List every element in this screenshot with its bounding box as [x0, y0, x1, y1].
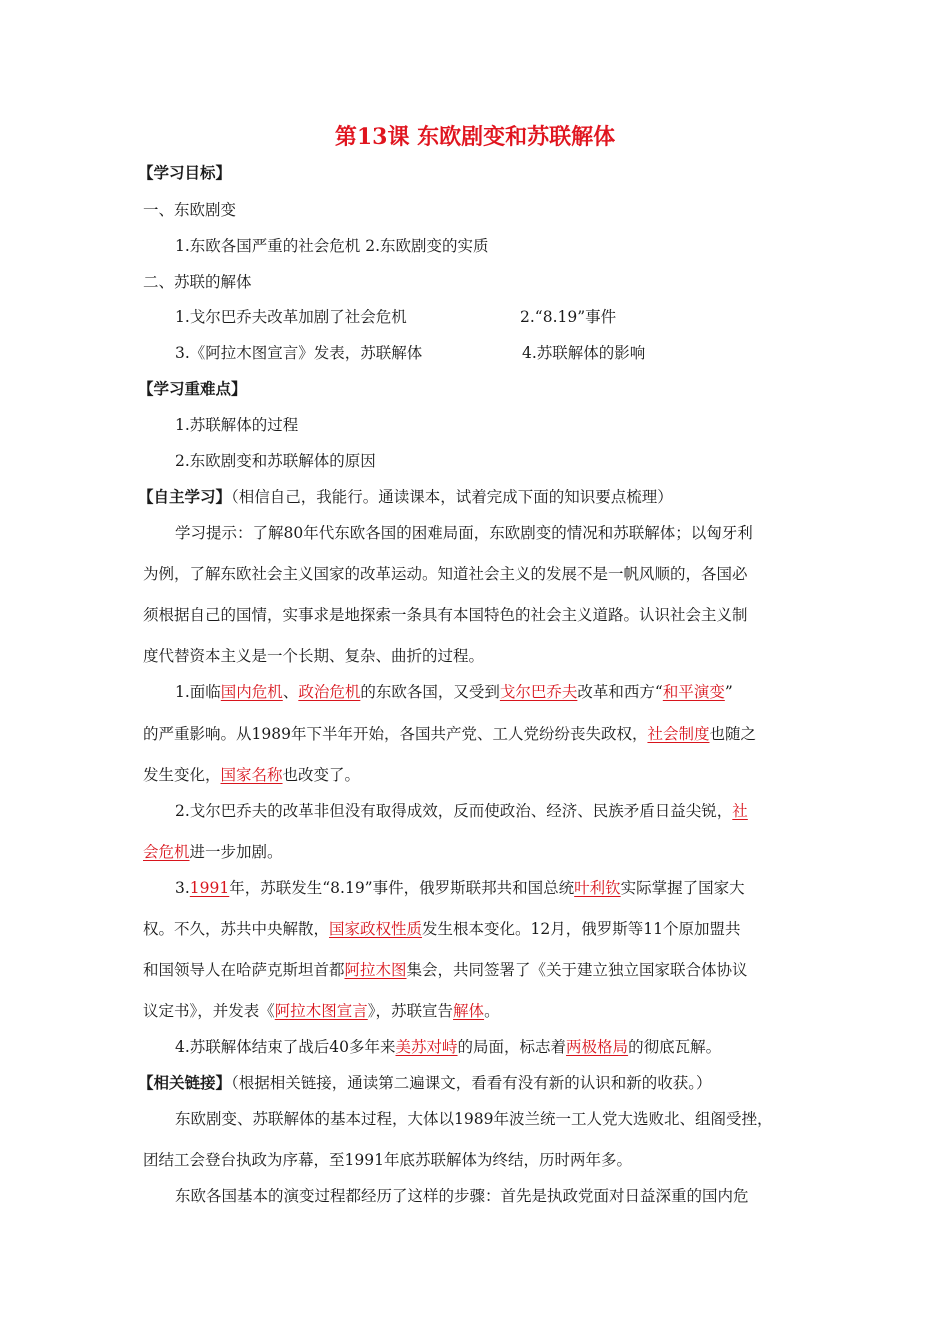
answer-blank: 两极格局 [566, 1038, 629, 1056]
tip-line-3: 须根据自己的国情，实事求是地探索一条具有本国特色的社会主义道路。认识社会主义制 [143, 606, 748, 624]
text: 的彻底瓦解。 [628, 1038, 722, 1056]
point2-line-1 [175, 801, 748, 821]
goals-item-1: 1.戈尔巴乔夫改革加剧了社会危机 [175, 308, 407, 326]
text: 发生变化， [143, 766, 221, 784]
text: 权。不久，苏共中央解散， [143, 920, 330, 938]
answer-blank: 国家名称 [220, 766, 283, 784]
links-para1-line-1: 东欧剧变、苏联解体的基本过程，大体以1989年波兰统一工人党大选败北、组阁受挫， [175, 1110, 773, 1128]
point3-line-4 [143, 1001, 500, 1021]
answer-blank: 和平演变 [662, 683, 725, 701]
goals-heading: 【学习目标】 [138, 163, 232, 182]
answer-blank: 叶利钦 [574, 879, 621, 897]
point3-line-2 [143, 919, 740, 939]
text: 议定书》，并发表《 [143, 1002, 275, 1020]
text: 实际掌握了国家大 [620, 879, 745, 897]
lesson-title: 第13课 东欧剧变和苏联解体 [334, 124, 616, 150]
self-study-note: （相信自己，我能行。通读课本，试着完成下面的知识要点梳理） [231, 488, 673, 506]
point1-line-2 [143, 724, 756, 744]
answer-blank: 社 [732, 802, 748, 820]
links-header [138, 1073, 712, 1093]
self-study-header [138, 487, 673, 507]
tip-line-4: 度代替资本主义是一个长期、复杂、曲折的过程。 [143, 647, 485, 665]
answer-blank: 戈尔巴乔夫 [499, 683, 578, 701]
tip-line-1: 学习提示：了解80年代东欧各国的困难局面，东欧剧变的情况和苏联解体；以匈牙利 [175, 524, 753, 542]
answer-blank: 政治危机 [298, 683, 361, 701]
text: 和国领导人在哈萨克斯坦首都 [143, 961, 345, 979]
text: 进一步加剧。 [189, 843, 283, 861]
self-study-heading: 【自主学习】 [138, 487, 232, 506]
answer-blank: 国内危机 [220, 683, 283, 701]
answer-blank: 1991 [189, 879, 230, 897]
text: 2.戈尔巴乔夫的改革非但没有取得成效，反而使政治、经济、民族矛盾日益尖锐， [175, 802, 733, 820]
text: 》，苏联宣告 [367, 1002, 454, 1020]
goals-section-1: 一、东欧剧变 [143, 201, 237, 219]
goals-item-3: 3.《阿拉木图宣言》发表，苏联解体 [175, 344, 423, 362]
links-heading: 【相关链接】 [138, 1073, 232, 1092]
text: 1.面临 [175, 683, 221, 701]
point3-line-1 [175, 878, 745, 898]
text: 改革和西方“ [577, 683, 663, 701]
tip-line-2: 为例，了解东欧社会主义国家的改革运动。知道社会主义的发展不是一帆风顺的，各国必 [143, 565, 748, 583]
answer-blank: 阿拉木图宣言 [274, 1002, 368, 1020]
text: 集会，共同签署了《关于建立独立国家联合体协议 [406, 961, 748, 979]
goals-item-4: 4.苏联解体的影响 [522, 344, 646, 362]
answer-blank: 美苏对峙 [395, 1038, 458, 1056]
answer-blank: 阿拉木图 [344, 961, 407, 979]
links-note: （根据相关链接，通读第二遍课文，看看有没有新的认识和新的收获。） [231, 1074, 712, 1092]
keypoints-heading: 【学习重难点】 [138, 379, 247, 398]
point1-line-1 [175, 682, 733, 702]
point1-line-3 [143, 765, 360, 785]
answer-blank: 社会制度 [647, 725, 710, 743]
goals-section-2: 二、苏联的解体 [143, 273, 252, 291]
keypoints-item-1: 1.苏联解体的过程 [175, 416, 299, 434]
text: 也改变了。 [282, 766, 361, 784]
goals-item-2: 2.“8.19”事件 [520, 308, 617, 326]
answer-blank: 国家政权性质 [329, 920, 423, 938]
text: 发生根本变化。12月，俄罗斯等11个原加盟共 [422, 920, 741, 938]
keypoints-item-2: 2.东欧剧变和苏联解体的原因 [175, 452, 376, 470]
point2-line-2 [143, 842, 283, 862]
links-para2-line-1: 东欧各国基本的演变过程都经历了这样的步骤：首先是执政党面对日益深重的国内危 [175, 1187, 749, 1205]
text: 也随之 [709, 725, 756, 743]
text: 、 [282, 683, 299, 701]
links-para1-line-2: 团结工会登台执政为序幕，至1991年底苏联解体为终结，历时两年多。 [143, 1151, 632, 1169]
text: 的东欧各国，又受到 [360, 683, 500, 701]
text: 3. [175, 879, 190, 897]
point4-line-1 [175, 1037, 721, 1057]
text: 4.苏联解体结束了战后40多年来 [175, 1038, 396, 1056]
text: 的严重影响。从1989年下半年开始，各国共产党、工人党纷纷丧失政权， [143, 725, 648, 743]
text: 的局面，标志着 [457, 1038, 567, 1056]
point3-line-3 [143, 960, 748, 980]
text: ” [724, 683, 733, 701]
answer-blank: 解体 [453, 1002, 485, 1020]
text: 年，苏联发生“8.19”事件，俄罗斯联邦共和国总统 [229, 879, 575, 897]
text: 。 [484, 1002, 500, 1020]
answer-blank: 会危机 [143, 843, 190, 861]
goals-section-1-items: 1.东欧各国严重的社会危机 2.东欧剧变的实质 [175, 237, 489, 255]
